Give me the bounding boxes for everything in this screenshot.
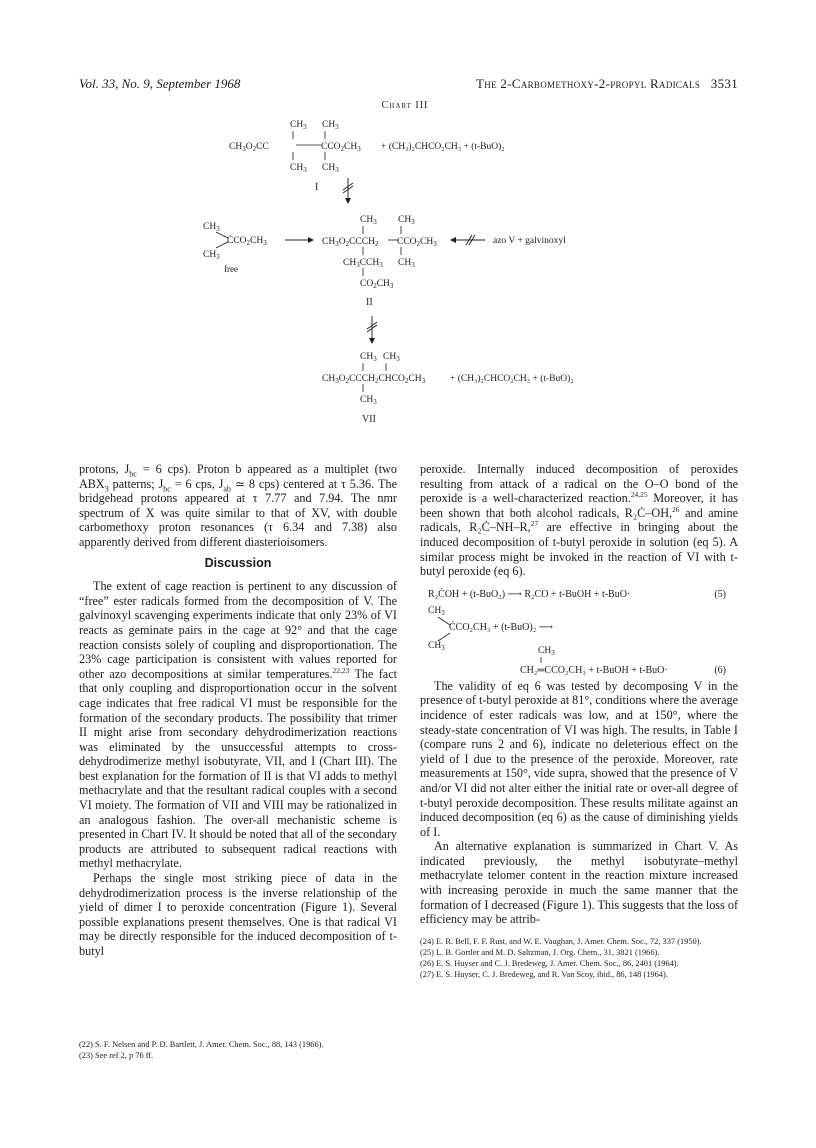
left-column [79, 462, 397, 959]
eq6-ch3-top: $CH_3$ [428, 605, 445, 617]
i-main: $CH_3O_2CC$ [229, 142, 269, 153]
running-head-left: Vol. 33, No. 9, September 1968 [79, 76, 241, 91]
vii-bot-ch3: $CH_3$ [360, 395, 377, 406]
ii-bot-ch3: $CH_3$ [398, 258, 415, 269]
blocked-arrow-2 [367, 316, 377, 344]
eq5: R₂ĊOH + (t-BuO₂) ⟶ R₂CO + t-BuOH + t-BuO· [428, 588, 631, 600]
right-paragraph-3: An alternative explanation is summarized in Chart V. As indicated previously, the methyl isobutyrate–methyl methacrylate telomer content in the reaction mixture increased with increasing peroxide in much the same manner that the formation of I decreased (Figure 1). This suggests that the loss of efficiency may be attrib- [420, 839, 738, 927]
ii-main-right: $CCO_2CH_3$ [397, 237, 437, 248]
footnote-24: (24) E. R. Bell, F. F. Rust, and W. E. Vaughan, J. Amer. Chem. Soc., 72, 337 (1950). [420, 936, 702, 946]
right-paragraph-2: The validity of eq 6 was tested by decomposing V in the presence of t-butyl peroxide at 81°, conditions where the average incidence of ester radicals was low, and at 150°, where the steady-state concentration of VI was high. The results, in Table I (compare runs 2 and 6), indicate no deleterious effect on the yield of I due to the presence of the peroxide. Moreover, rate measurements at 150°, vide supra, showed that the presence of V and/or VI did not alter either the initial rate or over-all degree of t-butyl peroxide decomposition. These results militate against an induced decomposition (eq 6) as the cause of diminishing yields of I. [420, 678, 738, 839]
i-top-ch3-2: $CH_3$ [322, 120, 339, 131]
label-vii: VII [362, 414, 376, 425]
chart-iii-scheme [0, 94, 816, 439]
equations-5-6 [420, 585, 738, 675]
footnote-23: (23) See ref 2, p 76 ff. [79, 1051, 154, 1061]
free-radical-ch3-bot: $CH_3$ [203, 250, 220, 261]
i-main-right: $CCO_2CH_3$ [321, 142, 361, 153]
footnote-22: (22) S. F. Nelsen and P. D. Bartlett, J. Amer. Chem. Soc., 88, 143 (1966). [79, 1040, 324, 1049]
eq6-product-ch3: $CH_3$ [538, 645, 555, 657]
free-radical-main: $ĊCO_2CH_3$ [227, 236, 267, 247]
left-paragraph-2: The extent of cage reaction is pertinent to any discussion of “free” ester radicals formed from the decomposition of V. The galvinoxyl scavenging experiments indicate that only 23% of VI reacts as geminate pairs in the cage at 92° and that the cage reaction consists solely of coupling and disproportionation. The 23% cage participation is consistent with values reported for other azo decompositions at similar temperatures.$^{22,23}$ The fact that only coupling and disproportionation occur in the solvent cage indicates that free radical VI must be responsible for the formation of the secondary products. The possibility that trimer II might arise from secondary dehydrodimerization reactions was eliminated by the unsuccessful attempts to cross-dehydrodimerize methyl isobutyrate, VII, and I (Chart III). The best explanation for the formation of II is that VI adds to methyl methacrylate and that the resultant radical couples with a second VI moiety. The formation of VII and VIII may be rationalized in an analogous fashion. The over-all mechanistic scheme is presented in Chart IV. It should be noted that all of the secondary products are attributed to subsequent radical reactions with methyl methacrylate. [79, 579, 397, 871]
ii-co2ch3: $CO_2CH_3$ [360, 279, 394, 290]
discussion-heading: Discussion [204, 555, 272, 570]
compound-vii-row [322, 352, 574, 425]
vii-main: $CH_3O_2CCCH_2CHCO_2CH_3$ [322, 374, 426, 385]
running-head-title: The 2-Carbomethoxy-2-propyl Radicals [476, 76, 701, 91]
eq5-number: (5) [714, 588, 726, 600]
left-paragraph-3: Perhaps the single most striking piece of data in the dehydrodimerization process is the inverse relationship of the yield of dimer I to peroxide concentration (Figure 1). Several possible explanations present themselves. One is that radical VI may be directly responsible for the induced decomposition of t-butyl [79, 871, 397, 958]
compound-i [229, 120, 505, 193]
azo-galvinoxyl: azo V + galvinoxyl [493, 236, 566, 246]
ii-top-ch3-1: $CH_3$ [360, 215, 377, 226]
footnote-25: (25) L. B. Gortler and M. D. Saltzman, J. Org. Chem., 31, 3821 (1966). [420, 948, 660, 958]
compound-ii-row [203, 215, 566, 308]
right-column [420, 462, 738, 982]
row1-plus: + (CH₃)₂CHCO₂CH₃ + (t-BuO)₂ [381, 142, 505, 152]
eq6-line2: CH₂═CCO₂CH₃ + t-BuOH + t-BuO· [520, 664, 668, 675]
blocked-arrow-1 [343, 178, 353, 204]
row3-plus: + (CH₃)₂CHCO₂CH₃ + (t-BuO)₂ [450, 374, 574, 384]
free-radical-ch3-top: $CH_3$ [203, 222, 220, 233]
label-ii: II [366, 297, 373, 308]
i-bot-ch3-1: $CH_3$ [290, 163, 307, 174]
page-number: 3531 [710, 76, 738, 91]
vii-top-ch3-2: $CH_3$ [383, 352, 400, 363]
ii-main: $CH_3O_2CCCH_2$ [322, 237, 379, 248]
right-paragraph-1: peroxide. Internally induced decomposition of peroxides resulting from attack of a radical on the O–O bond of the peroxide is a well-characterized reaction.$^{24,25}$ Moreover, it has been shown that both alcohol radicals, R₂Ċ–OH,$^{26}$ and amine radicals, R₂Ċ–NH–R,$^{27}$ are effective in bringing about the induced decomposition of t-butyl peroxide in solution (eq 5). A similar process might be invoked in the reaction of VI with t-butyl peroxide (eq 6). [420, 462, 738, 579]
eq6-ch3-bot: $CH_3$ [428, 640, 445, 652]
footnote-27: (27) E. S. Huyser, C. J. Bredeweg, and R. Van Scoy, ibid., 86, 148 (1964). [420, 970, 668, 980]
ii-branch: $CH_3CCH_3$ [343, 258, 383, 269]
vii-top-ch3-1: $CH_3$ [360, 352, 377, 363]
eq6-line1: ĊCO₂CH₃ + (t-BuO)₂ ⟶ [449, 621, 554, 633]
eq6-number: (6) [714, 664, 726, 675]
footnotes-left [79, 1040, 397, 1062]
running-head-right [476, 76, 738, 92]
ii-top-ch3-2: $CH_3$ [398, 215, 415, 226]
i-top-ch3-1: $CH_3$ [290, 120, 307, 131]
left-paragraph-1: protons, $J_{bc} = 6$ cps). Proton b appeared as a multiplet (two $ABX_3$ patterns; $J_{bc} = 6$ cps, $J_{ab}$ ≃ 8 cps) centered at τ 5.36. The bridgehead protons appeared at τ 7.77 and 7.94. The nmr spectrum of X was quite similar to that of XV, with double carbomethoxy proton resonances (τ 6.34 and 7.38) also apparently derived from different diasterioisomers. [79, 462, 397, 549]
footnote-26: (26) E. S. Huyser and C. J. Bredeweg, J. Amer. Chem. Soc., 86, 2401 (1964). [420, 959, 679, 969]
footnotes-right [420, 937, 738, 981]
i-bot-ch3-2: $CH_3$ [322, 163, 339, 174]
label-i: I [315, 182, 319, 193]
chart-title: Chart III [381, 100, 429, 111]
free-label: free [224, 264, 238, 274]
